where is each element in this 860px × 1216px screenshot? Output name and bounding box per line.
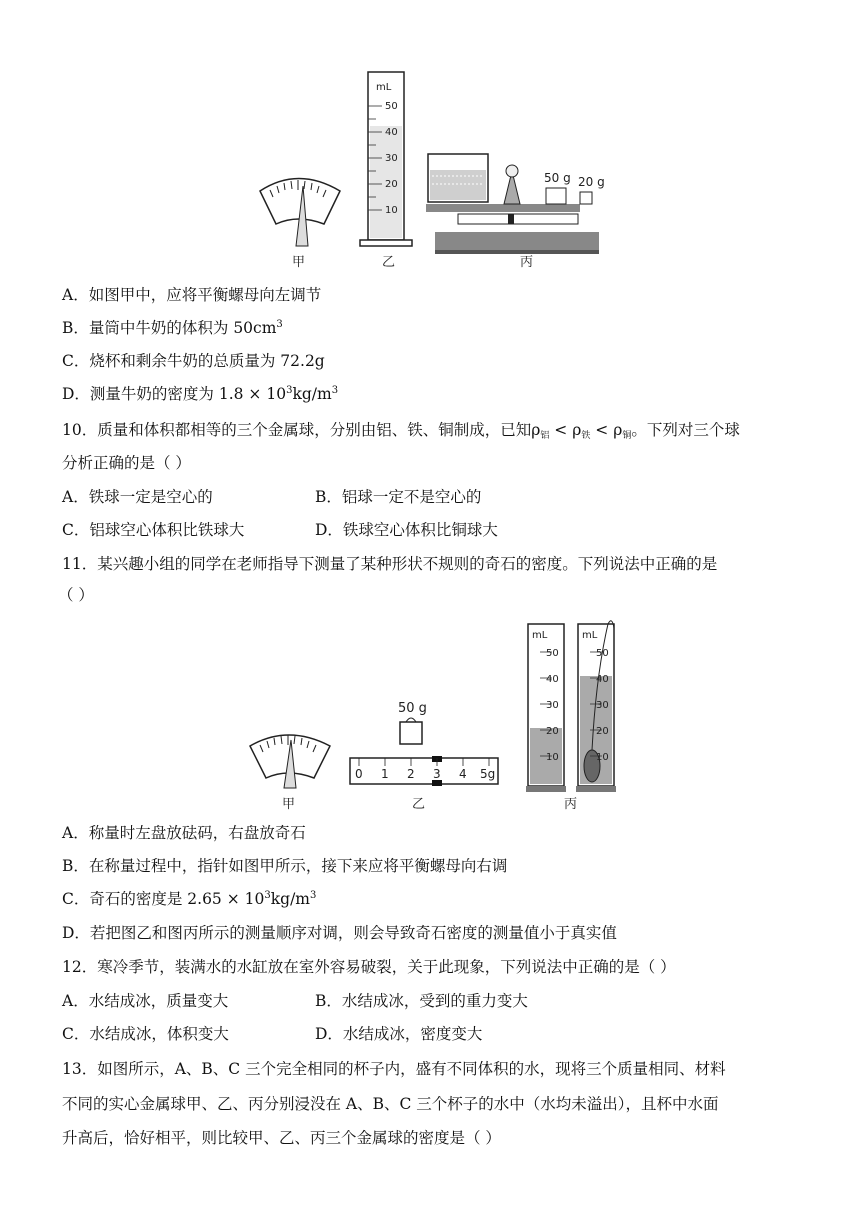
cylinder-unit-label: mL xyxy=(376,82,392,93)
graduated-cylinder-icon xyxy=(360,72,412,246)
figure-caption: 甲 xyxy=(282,797,296,812)
q11-option-d: D．若把图乙和图丙所示的测量顺序对调，则会导致奇石密度的测量值小于真实值 xyxy=(62,924,617,942)
q11-stem-line2: （ ） xyxy=(58,586,94,604)
q12-option-c: C．水结成冰，体积变大 xyxy=(62,1025,229,1043)
cylinder-tick: 50 xyxy=(385,101,398,112)
cylinder-before-icon xyxy=(526,624,566,792)
cylinder-unit-label: mL xyxy=(582,630,598,641)
cylinder-tick: 40 xyxy=(385,127,398,138)
q9-option-b-sup: 3 xyxy=(276,319,283,330)
figure-2-drawing xyxy=(240,616,630,816)
q9-option-d-unit-sup: 3 xyxy=(331,385,339,396)
q12-stem: 12．寒冷季节，装满水的水缸放在室外容易破裂，关于此现象，下列说法中正确的是（ ） xyxy=(62,958,676,976)
figure-1-drawing xyxy=(250,66,630,276)
cylinder-tick: 50 xyxy=(546,648,559,659)
scale-tick: 0 xyxy=(355,767,363,781)
q10-stem-line2: 分析正确的是（ ） xyxy=(62,454,191,472)
q11-option-c xyxy=(62,888,820,910)
figure-1 xyxy=(250,66,630,276)
q11-stem: 11．某兴趣小组的同学在老师指导下测量了某种形状不规则的奇石的密度。下列说法中正确的是 xyxy=(62,555,718,573)
cylinder-unit-label: mL xyxy=(532,630,548,641)
cylinder-tick: 30 xyxy=(596,700,609,711)
less-than: < xyxy=(549,421,573,439)
q9-option-c: C．烧杯和剩余牛奶的总质量为 72.2g xyxy=(62,352,325,370)
rho-subscript: 铁 xyxy=(581,431,591,441)
q10-option-a: A．铁球一定是空心的 xyxy=(62,488,213,506)
q11-option-a: A．称量时左盘放砝码，右盘放奇石 xyxy=(62,824,306,842)
q9-option-d-unit: kg/m xyxy=(292,385,332,403)
balance-pointer-scale-icon xyxy=(250,735,330,788)
cylinder-tick: 40 xyxy=(546,674,559,685)
q10-stem-a: 10．质量和体积都相等的三个金属球，分别由铝、铁、铜制成，已知 xyxy=(62,421,532,439)
figure-caption: 乙 xyxy=(382,255,396,270)
rho-symbol: ρ xyxy=(613,421,623,439)
weight-label: 20 g xyxy=(578,175,605,189)
cylinder-tick: 40 xyxy=(596,674,609,685)
q12-option-d: D．水结成冰，密度变大 xyxy=(315,1025,483,1043)
q9-option-a: A．如图甲中，应将平衡螺母向左调节 xyxy=(62,286,322,304)
scale-tick: 3 xyxy=(433,767,441,781)
q11-option-c-unit-sup: 3 xyxy=(309,890,317,901)
balance-with-beaker-icon xyxy=(426,154,605,254)
q10-option-c: C．铝球空心体积比铁球大 xyxy=(62,521,245,539)
q13-stem-line2: 不同的实心金属球甲、乙、丙分别浸没在 A、B、C 三个杯子的水中（水均未溢出），且杯中水面 xyxy=(62,1095,719,1113)
cylinder-tick: 30 xyxy=(385,153,398,164)
q10-stem-b: 。下列对三个球 xyxy=(631,421,740,439)
scale-tick: 1 xyxy=(381,767,389,781)
figure-caption: 乙 xyxy=(412,797,426,812)
cylinder-tick: 10 xyxy=(596,752,609,763)
q10-option-d: D．铁球空心体积比铜球大 xyxy=(315,521,498,539)
q9-option-d-sup: 3 xyxy=(286,385,293,396)
q9-option-b xyxy=(62,317,820,339)
balance-pointer-scale-icon xyxy=(260,179,340,247)
cylinder-tick: 20 xyxy=(385,179,398,190)
q9-option-d-text: D．测量牛奶的密度为 1.8 × 10 xyxy=(62,385,287,403)
rho-subscript: 铝 xyxy=(540,431,550,441)
q13-stem-line1: 13．如图所示，A、B、C 三个完全相同的杯子内，盛有不同体积的水，现将三个质量相同、材料 xyxy=(62,1060,726,1078)
rho-subscript: 铜 xyxy=(622,431,632,441)
q12-option-b: B．水结成冰，受到的重力变大 xyxy=(315,992,528,1010)
scale-tick: 2 xyxy=(407,767,415,781)
scale-tick: 4 xyxy=(459,767,467,781)
figure-2 xyxy=(240,616,630,816)
weight-and-rider-scale-icon xyxy=(350,701,498,786)
q11-option-b: B．在称量过程中，指针如图甲所示，接下来应将平衡螺母向右调 xyxy=(62,857,508,875)
cylinder-tick: 30 xyxy=(546,700,559,711)
cylinder-tick: 20 xyxy=(546,726,559,737)
cylinder-tick: 10 xyxy=(546,752,559,763)
less-than: < xyxy=(590,421,614,439)
scale-tick: 5g xyxy=(480,767,496,781)
q11-option-c-text: C．奇石的密度是 2.65 × 10 xyxy=(62,890,265,908)
q11-option-c-unit: kg/m xyxy=(270,890,310,908)
cylinder-tick: 10 xyxy=(385,205,398,216)
q10-stem xyxy=(62,419,820,441)
cylinder-with-stone-icon xyxy=(576,621,616,792)
q11-option-c-sup: 3 xyxy=(264,890,271,901)
weight-label: 50 g xyxy=(398,701,427,716)
cylinder-tick: 20 xyxy=(596,726,609,737)
q12-option-a: A．水结成冰，质量变大 xyxy=(62,992,229,1010)
figure-caption: 丙 xyxy=(564,797,578,812)
q13-stem-line3: 升高后，恰好相平，则比较甲、乙、丙三个金属球的密度是（ ） xyxy=(62,1129,501,1147)
weight-label: 50 g xyxy=(544,171,571,185)
figure-caption: 甲 xyxy=(292,255,306,270)
q9-option-d xyxy=(62,383,820,405)
cylinder-tick: 50 xyxy=(596,648,609,659)
rho-symbol: ρ xyxy=(572,421,582,439)
figure-caption: 丙 xyxy=(520,255,534,270)
q10-option-b: B．铝球一定不是空心的 xyxy=(315,488,482,506)
q9-option-b-text: B．量筒中牛奶的体积为 50cm xyxy=(62,319,277,337)
rho-symbol: ρ xyxy=(531,421,541,439)
